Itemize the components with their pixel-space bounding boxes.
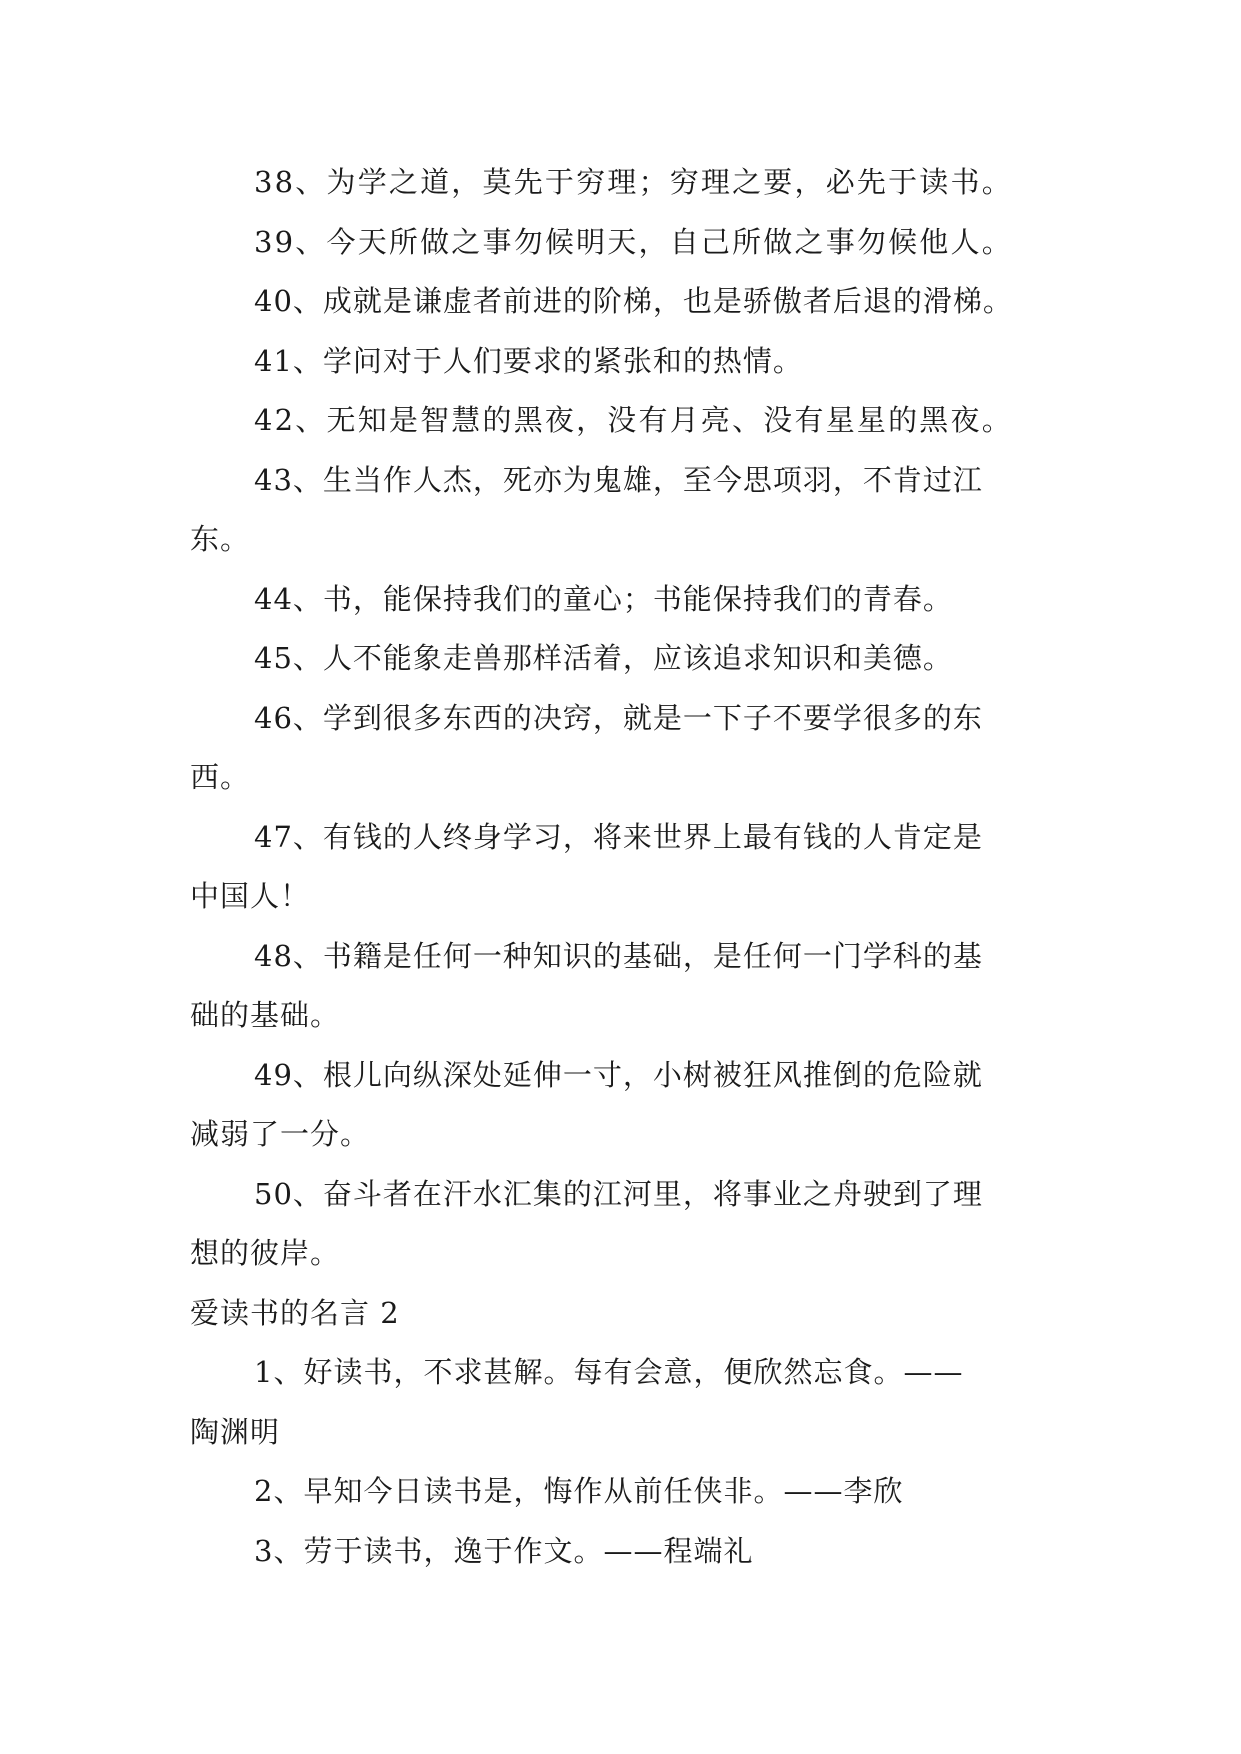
text-line: 础的基础。	[190, 998, 341, 1032]
text-line: 41、学问对于人们要求的紧张和的热情。	[254, 343, 803, 378]
text-line: 48、书籍是任何一种知识的基础，是任何一门学科的基	[254, 938, 983, 973]
text-line: 38、为学之道，莫先于穷理；穷理之要，必先于读书。	[254, 165, 1013, 199]
text-line: 49、根儿向纵深处延伸一寸，小树被狂风推倒的危险就	[254, 1057, 983, 1092]
text-line: 减弱了一分。	[190, 1117, 371, 1151]
text-line: 西。	[190, 760, 251, 794]
text-line: 46、学到很多东西的决窍，就是一下子不要学很多的东	[254, 700, 983, 735]
text-line: 43、生当作人杰，死亦为鬼雄，至今思项羽，不肯过江	[254, 462, 983, 497]
text-line: 42、无知是智慧的黑夜，没有月亮、没有星星的黑夜。	[254, 403, 1013, 437]
text-line: 1、好读书，不求甚解。每有会意，便欣然忘食。——	[254, 1355, 964, 1389]
text-line: 东。	[190, 522, 251, 556]
text-line: 中国人！	[190, 879, 311, 913]
section-heading: 爱读书的名言 2	[190, 1295, 400, 1330]
text-line: 50、奋斗者在汗水汇集的江河里，将事业之舟驶到了理	[254, 1176, 983, 1211]
document-body	[190, 162, 1050, 1590]
text-line: 47、有钱的人终身学习，将来世界上最有钱的人肯定是	[254, 819, 983, 854]
text-line: 2、早知今日读书是，悔作从前任侠非。——李欣	[254, 1474, 904, 1508]
text-line: 45、人不能象走兽那样活着，应该追求知识和美德。	[254, 641, 953, 675]
text-line: 39、今天所做之事勿候明天，自己所做之事勿候他人。	[254, 224, 1013, 259]
text-line: 想的彼岸。	[190, 1236, 341, 1270]
text-line: 40、成就是谦虚者前进的阶梯，也是骄傲者后退的滑梯。	[254, 284, 1013, 318]
text-line: 44、书，能保持我们的童心；书能保持我们的青春。	[254, 581, 953, 616]
text-line: 陶渊明	[190, 1414, 281, 1449]
text-line: 3、劳于读书，逸于作文。——程端礼	[254, 1533, 754, 1568]
